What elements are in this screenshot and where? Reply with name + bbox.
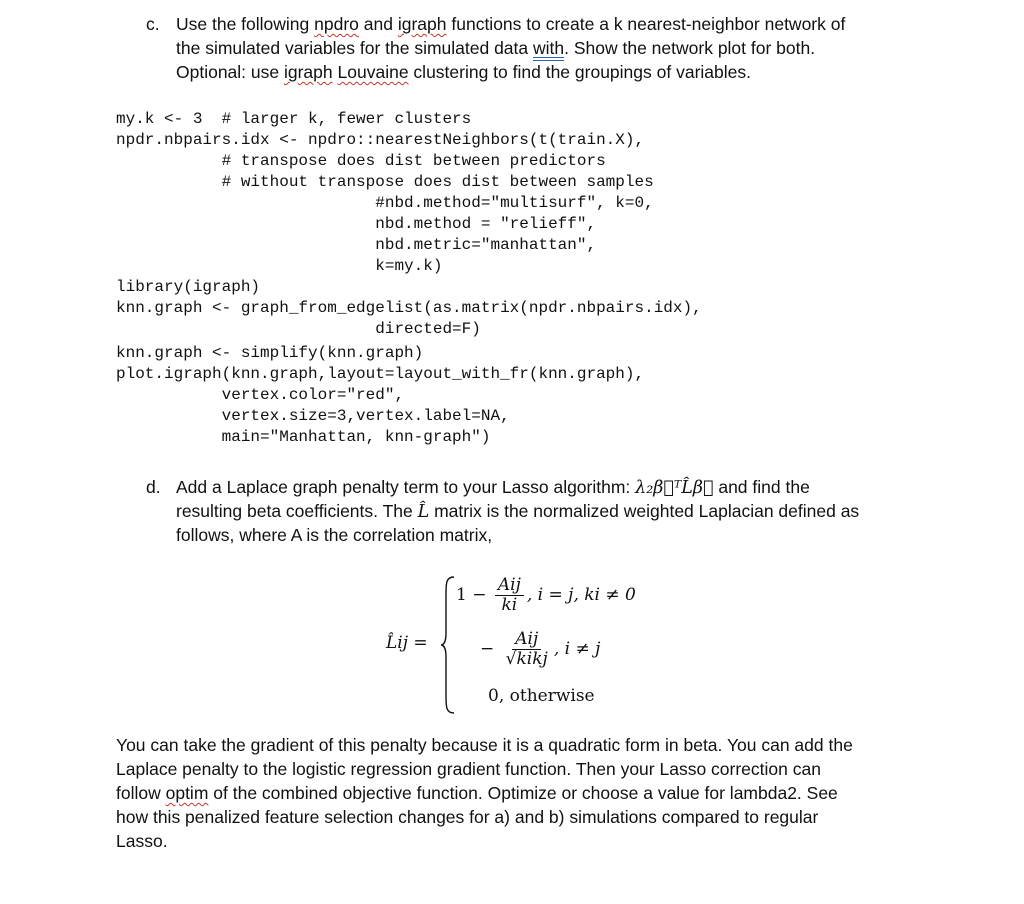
spell-flag: optim bbox=[165, 783, 209, 803]
code-line: nbd.method = "relieff", bbox=[116, 215, 597, 233]
text-run: and bbox=[358, 14, 398, 34]
part-d-line-3: follows, where A is the correlation matrix, bbox=[176, 525, 493, 545]
code-line: plot.igraph(knn.graph,layout=layout_with_fr(knn.graph), bbox=[116, 365, 645, 383]
code-line: k=my.k) bbox=[116, 257, 443, 275]
part-c-line-2 bbox=[176, 36, 815, 61]
text-run: . Show the network plot for both. bbox=[564, 38, 816, 58]
spell-flag: Louvaine bbox=[337, 62, 409, 82]
text-run: the simulated variables for the simulated data bbox=[176, 38, 533, 58]
code-line: knn.graph <- simplify(knn.graph) bbox=[116, 344, 424, 362]
fraction-numerator: Aij bbox=[512, 630, 541, 650]
case1-fraction bbox=[495, 576, 524, 615]
lhs-text: L̂ij = bbox=[386, 633, 428, 653]
text-run: follow bbox=[116, 783, 166, 803]
code-line: knn.graph <- graph_from_edgelist(as.matrix(npdr.nbpairs.idx), bbox=[116, 299, 702, 317]
fraction-denominator: √kikj bbox=[505, 649, 548, 669]
equation-case-3: 0, otherwise bbox=[488, 686, 595, 706]
text-run: Add a Laplace graph penalty term to your Lasso algorithm: bbox=[176, 477, 636, 497]
equation-lhs bbox=[386, 633, 428, 653]
code-line: npdr.nbpairs.idx <- npdro::nearestNeighbors(t(train.X), bbox=[116, 131, 645, 149]
grammar-flag: with bbox=[533, 38, 565, 58]
code-line: main="Manhattan, knn-graph") bbox=[116, 428, 491, 446]
code-line: vertex.color="red", bbox=[116, 386, 405, 404]
closing-line-2: Laplace penalty to the logistic regression gradient function. Then your Lasso correction can bbox=[116, 759, 821, 779]
text-run: matrix is the normalized weighted Laplacian defined as bbox=[429, 501, 860, 521]
code-line: #nbd.method="multisurf", k=0, bbox=[116, 194, 654, 212]
code-line: # without transpose does dist between samples bbox=[116, 173, 654, 191]
l-hat-math: L̂ bbox=[417, 502, 430, 522]
text-run: Optional: use bbox=[176, 62, 284, 82]
part-c-line-1 bbox=[176, 12, 845, 37]
closing-line-5: Lasso. bbox=[116, 831, 168, 851]
closing-line-3 bbox=[116, 781, 838, 806]
fraction-denominator: ki bbox=[501, 595, 518, 615]
case1-prefix: 1 − bbox=[456, 585, 487, 605]
text-run: and find the bbox=[713, 477, 810, 497]
text-run: resulting beta coefficients. The bbox=[176, 501, 418, 521]
equation-case-1 bbox=[456, 576, 636, 615]
text-run: functions to create a k nearest-neighbor network of bbox=[446, 14, 846, 34]
code-line: nbd.metric="manhattan", bbox=[116, 236, 597, 254]
spell-flag: igraph bbox=[397, 14, 447, 34]
part-c-marker: c. bbox=[146, 14, 160, 34]
text-run: clustering to find the groupings of variables. bbox=[408, 62, 751, 82]
case1-condition: , i = j, ki ≠ 0 bbox=[526, 585, 636, 605]
fraction-numerator: Aij bbox=[495, 576, 524, 596]
text-run: Use the following bbox=[176, 14, 315, 34]
part-d-marker: d. bbox=[146, 477, 161, 497]
code-line: library(igraph) bbox=[116, 278, 261, 296]
code-line: vertex.size=3,vertex.label=NA, bbox=[116, 407, 510, 425]
part-c-line-3 bbox=[176, 60, 751, 85]
case2-fraction bbox=[503, 630, 551, 669]
penalty-term-math: λ₂β⃗ᵀL̂β⃗ bbox=[635, 478, 714, 498]
equation-case-2 bbox=[480, 630, 600, 669]
part-d-line-2 bbox=[176, 499, 859, 525]
code-line: my.k <- 3 # larger k, fewer clusters bbox=[116, 110, 472, 128]
case2-prefix: − bbox=[480, 639, 495, 659]
closing-line-4: how this penalized feature selection changes for a) and b) simulations compared to regular bbox=[116, 807, 819, 827]
part-d-line-1 bbox=[176, 475, 810, 501]
spell-flag: igraph bbox=[283, 62, 333, 82]
text-run: of the combined objective function. Optimize or choose a value for lambda2. See bbox=[208, 783, 838, 803]
left-brace-icon bbox=[440, 575, 456, 715]
code-line: directed=F) bbox=[116, 320, 481, 338]
code-line: # transpose does dist between predictors bbox=[116, 152, 606, 170]
closing-line-1: You can take the gradient of this penalty because it is a quadratic form in beta. You can add the bbox=[116, 735, 853, 755]
case2-condition: , i ≠ j bbox=[553, 639, 601, 659]
spell-flag: npdro bbox=[314, 14, 359, 34]
